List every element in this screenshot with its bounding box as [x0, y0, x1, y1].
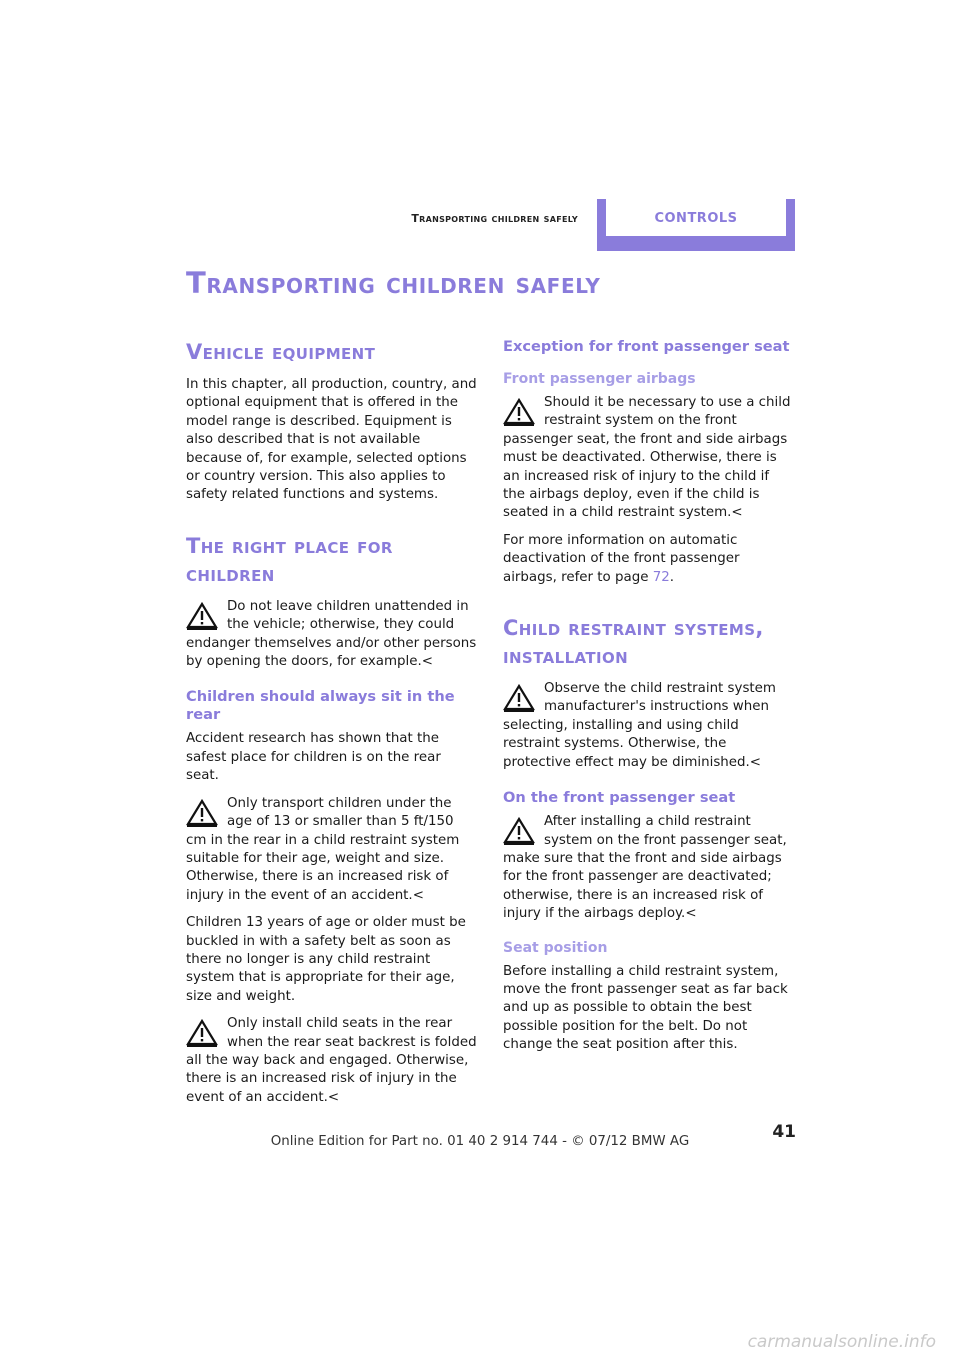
airbags-warning-text: Should it be necessary to use a child restraint system on the front passenger seat, the front and side airbags must be deactivated. Otherwise, there is an increased risk of injury to the child if the airbags deploy, even if the child is seated in a child restraint system. [503, 395, 791, 521]
older-children-body: Children 13 years of age or older must be buckled in with a safety belt as soon as there no longer is any child restraint system that is appropriate for their age, size and weight. [186, 915, 466, 1004]
unattended-warning [186, 598, 478, 672]
chapter-title: Transporting children safely [186, 266, 601, 300]
warning-triangle-icon [185, 601, 219, 631]
backrest-warning [186, 1015, 478, 1107]
running-head: Transporting children safely [411, 212, 578, 225]
rear-seat-heading: Children should always sit in the rear [186, 688, 455, 724]
left-column [186, 338, 478, 1116]
section-tab-label: CONTROLS [654, 211, 738, 226]
section-tab-inner [606, 199, 786, 236]
front-airbags-heading: Front passenger airbags [503, 371, 696, 387]
restraint-heading-line1: Child restraint systems, [503, 616, 764, 641]
footer-edition: Online Edition for Part no. 01 40 2 914 744 - © 07/12 BMW AG [270, 1134, 690, 1149]
exception-heading: Exception for front passenger seat [503, 338, 790, 355]
right-place-heading-line1: The right place for [186, 533, 393, 558]
rear-seat-warning [186, 795, 478, 905]
warning-triangle-icon [502, 816, 536, 846]
front-seat-warning [503, 813, 795, 923]
right-column [503, 338, 795, 1064]
warning-triangle-icon [502, 683, 536, 713]
auto-deactivation-text: For more information on automatic deactivation of the front passenger airbags, refer to page [503, 532, 740, 585]
seat-position-heading: Seat position [503, 939, 608, 956]
section-tab [597, 199, 795, 251]
right-place-heading [186, 532, 478, 588]
vehicle-equipment-body: In this chapter, all production, country, and optional equipment that is offered in the model range is described. Equipment is also described that is not available because of, for example, selected options or country version. This also applies to safety related functions and systems. [186, 377, 477, 503]
seat-position-body: Before installing a child restraint system, move the front passenger seat as far back and up as possible to obtain the best possible position for the belt. Do not change the seat position after this. [503, 963, 788, 1053]
page-number: 41 [772, 1122, 796, 1142]
watermark: carmanualsonline.info [747, 1332, 936, 1352]
end-mark: < [749, 754, 762, 770]
end-mark: < [685, 906, 697, 922]
right-place-heading-line2: children [186, 561, 275, 586]
backrest-warning-text: Only install child seats in the rear when the rear seat backrest is folded all the way back and engaged. Otherwise, there is an increased risk of injury in the event of an accident. [186, 1016, 477, 1105]
warning-triangle-icon [502, 397, 536, 427]
front-seat-heading: On the front passenger seat [503, 789, 736, 807]
warning-triangle-icon [185, 798, 219, 828]
front-seat-warning-text: After installing a child restraint system on the front passenger seat, make sure that the front and side airbags for the front passenger are deactivated; otherwise, there is an increased risk of injury if the airbags deploy. [503, 814, 787, 922]
auto-deactivation-body: For more information on automatic deactivation of the front passenger airbags, refer to page 72. [503, 532, 740, 585]
restraint-warning [503, 680, 795, 772]
vehicle-equipment-heading: Vehicle equipment [186, 340, 376, 364]
unattended-warning-text: Do not leave children unattended in the vehicle; otherwise, they could endanger themselves and/or other persons by opening the doors, for example. [186, 598, 477, 670]
end-mark: < [327, 1089, 340, 1105]
end-mark: < [421, 654, 433, 670]
restraint-warning-text: Observe the child restraint system manufacturer's instructions when selecting, installing and using child restraint systems. Otherwise, the protective effect may be diminished. [503, 681, 776, 770]
warning-triangle-icon [185, 1018, 219, 1048]
rear-seat-warning-text: Only transport children under the age of 13 or smaller than 5 ft/150 cm in the rear in a child restraint system suitable for their age, weight and size. Otherwise, there is an increased risk of injury in the event of an accident. [186, 795, 460, 903]
airbags-warning [503, 394, 795, 523]
restraint-heading-line2: installation [503, 644, 629, 669]
end-mark: < [412, 887, 424, 903]
page-reference-link[interactable]: 72 [652, 569, 670, 585]
rear-seat-body: Accident research has shown that the safest place for children is on the rear seat. [186, 731, 441, 784]
restraint-systems-heading [503, 614, 795, 670]
end-mark: < [731, 505, 743, 521]
